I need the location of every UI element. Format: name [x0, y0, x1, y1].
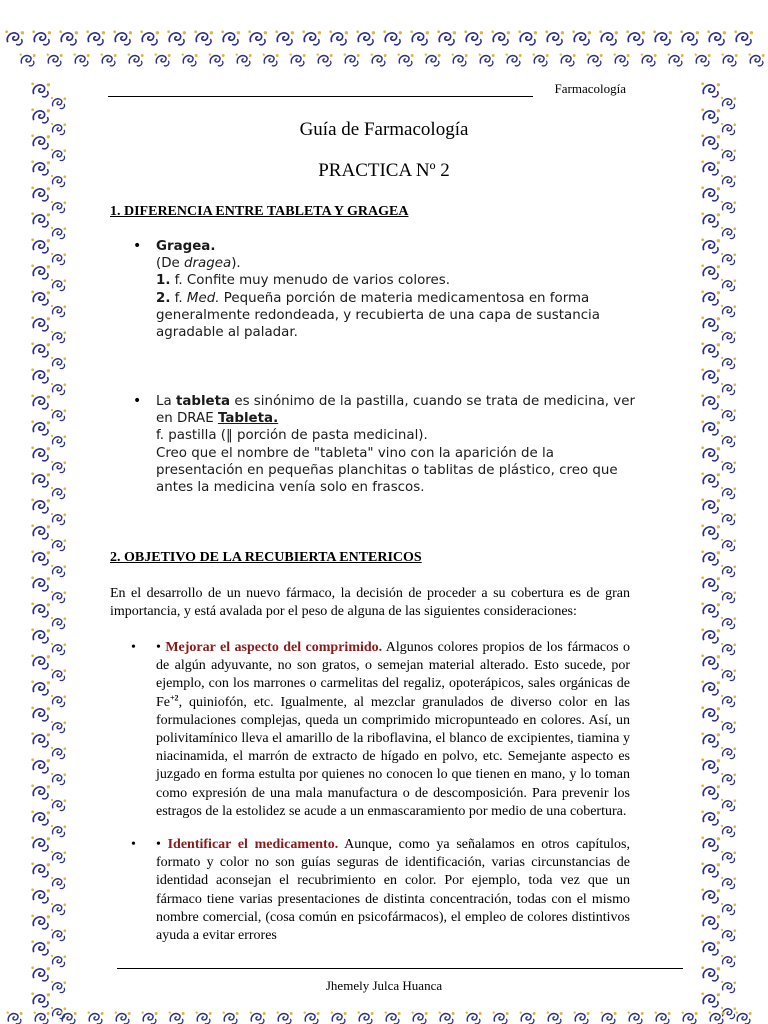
border-swirl-ornament — [641, 53, 657, 65]
border-swirl-ornament — [51, 877, 66, 889]
border-swirl-ornament — [439, 1011, 455, 1023]
border-swirl-ornament — [344, 53, 360, 65]
border-swirl-ornament — [721, 851, 736, 863]
border-swirl-ornament — [142, 1011, 158, 1023]
border-swirl-ornament — [721, 903, 736, 915]
border-swirl-ornament — [31, 290, 50, 305]
border-swirl-ornament — [701, 472, 720, 487]
border-swirl-ornament — [701, 82, 720, 97]
border-swirl-ornament — [331, 1011, 347, 1023]
border-swirl-ornament — [668, 53, 684, 65]
decorative-border-top — [0, 0, 768, 82]
border-swirl-ornament — [587, 53, 603, 65]
border-swirl-ornament — [31, 264, 50, 279]
border-swirl-ornament — [7, 1011, 23, 1023]
border-swirl-ornament — [574, 1011, 590, 1023]
border-swirl-ornament — [721, 331, 736, 343]
border-swirl-ornament — [721, 513, 736, 525]
border-swirl-ornament — [31, 628, 50, 643]
border-swirl-ornament — [31, 862, 50, 877]
border-swirl-ornament — [721, 409, 736, 421]
border-swirl-ornament — [356, 30, 375, 45]
border-swirl-ornament — [736, 1011, 752, 1023]
border-swirl-ornament — [721, 201, 736, 213]
border-swirl-ornament — [701, 732, 720, 747]
border-swirl-ornament — [491, 30, 510, 45]
border-swirl-ornament — [31, 836, 50, 851]
border-swirl-ornament — [31, 550, 50, 565]
header-rule — [108, 96, 533, 97]
border-swirl-ornament — [701, 654, 720, 669]
gragea-definition: Gragea. (De dragea). 1. f. Confite muy menudo de varios colores. 2. f. Med. Pequeña porción de materia medicamentosa en forma generalmente redondeada, y recubierta de una capa de sustancia agradable al paladar. — [156, 239, 600, 341]
border-swirl-ornament — [51, 149, 66, 161]
header-text: Farmacología — [554, 81, 626, 96]
border-swirl-ornament — [51, 487, 66, 499]
border-swirl-ornament — [31, 680, 50, 695]
border-swirl-ornament — [51, 227, 66, 239]
border-swirl-ornament — [721, 539, 736, 551]
border-swirl-ornament — [721, 565, 736, 577]
border-swirl-ornament — [701, 680, 720, 695]
border-swirl-ornament — [721, 227, 736, 239]
border-swirl-ornament — [34, 1011, 50, 1023]
bullet-marker: • — [133, 393, 142, 409]
border-swirl-ornament — [51, 409, 66, 421]
border-swirl-ornament — [721, 253, 736, 265]
border-swirl-ornament — [614, 53, 630, 65]
border-swirl-ornament — [329, 30, 348, 45]
border-swirl-ornament — [452, 53, 468, 65]
border-swirl-ornament — [721, 487, 736, 499]
border-swirl-ornament — [167, 30, 186, 45]
border-swirl-ornament — [31, 446, 50, 461]
border-swirl-ornament — [51, 435, 66, 447]
border-swirl-ornament — [701, 212, 720, 227]
objective-lead: Identificar el medicamento. — [167, 837, 339, 852]
drae-tableta-link[interactable]: Tableta. — [217, 411, 279, 427]
decorative-border-right — [688, 0, 768, 1024]
border-swirl-ornament — [701, 914, 720, 929]
border-swirl-ornament — [721, 877, 736, 889]
border-swirl-ornament — [140, 30, 159, 45]
border-swirl-ornament — [464, 30, 483, 45]
border-swirl-ornament — [721, 669, 736, 681]
border-swirl-ornament — [101, 53, 117, 65]
border-swirl-ornament — [51, 825, 66, 837]
border-swirl-ornament — [701, 810, 720, 825]
border-swirl-ornament — [701, 576, 720, 591]
border-swirl-ornament — [51, 721, 66, 733]
border-swirl-ornament — [51, 617, 66, 629]
border-swirl-ornament — [51, 305, 66, 317]
border-swirl-ornament — [653, 30, 672, 45]
border-swirl-ornament — [31, 420, 50, 435]
border-swirl-ornament — [290, 53, 306, 65]
border-swirl-ornament — [31, 472, 50, 487]
border-swirl-ornament — [61, 1011, 77, 1023]
border-swirl-ornament — [128, 53, 144, 65]
border-swirl-ornament — [51, 773, 66, 785]
decorative-border-left — [0, 0, 80, 1024]
border-swirl-ornament — [31, 576, 50, 591]
border-swirl-ornament — [86, 30, 105, 45]
border-swirl-ornament — [721, 357, 736, 369]
border-swirl-ornament — [317, 53, 333, 65]
section1-heading: 1. DIFERENCIA ENTRE TABLETA Y GRAGEA — [110, 204, 409, 219]
border-swirl-ornament — [115, 1011, 131, 1023]
border-swirl-ornament — [31, 940, 50, 955]
border-swirl-ornament — [721, 825, 736, 837]
border-swirl-ornament — [31, 914, 50, 929]
border-swirl-ornament — [277, 1011, 293, 1023]
border-swirl-ornament — [31, 732, 50, 747]
border-swirl-ornament — [721, 591, 736, 603]
document-title: Guía de Farmacología — [299, 119, 469, 140]
border-swirl-ornament — [31, 316, 50, 331]
border-swirl-ornament — [196, 1011, 212, 1023]
border-swirl-ornament — [425, 53, 441, 65]
border-swirl-ornament — [682, 1011, 698, 1023]
border-swirl-ornament — [221, 30, 240, 45]
border-swirl-ornament — [709, 1011, 725, 1023]
section2-heading: 2. OBJETIVO DE LA RECUBIERTA ENTERICOS — [110, 550, 422, 565]
border-swirl-ornament — [51, 539, 66, 551]
border-swirl-ornament — [236, 53, 252, 65]
border-swirl-ornament — [383, 30, 402, 45]
border-swirl-ornament — [721, 279, 736, 291]
border-swirl-ornament — [721, 955, 736, 967]
border-swirl-ornament — [479, 53, 495, 65]
border-swirl-ornament — [701, 368, 720, 383]
border-swirl-ornament — [721, 97, 736, 109]
border-swirl-ornament — [31, 368, 50, 383]
tableta-definition: La tableta es sinónimo de la pastilla, cuando se trata de medicina, ver en DRAE Tableta. f. pastilla (‖ porción de pasta medicinal). Creo que el nombre de "tableta" vino con la aparición de la presentación en pequeñas planchitas o tablitas de plástico, creo que antes la medicina venía solo en frascos. — [156, 394, 635, 496]
border-swirl-ornament — [493, 1011, 509, 1023]
border-swirl-ornament — [182, 53, 198, 65]
bullet-marker: • — [131, 837, 136, 852]
border-swirl-ornament — [51, 201, 66, 213]
border-swirl-ornament — [51, 279, 66, 291]
gragea-term: Gragea. — [156, 239, 216, 254]
border-swirl-ornament — [701, 290, 720, 305]
border-swirl-ornament — [51, 747, 66, 759]
border-swirl-ornament — [560, 53, 576, 65]
border-swirl-ornament — [547, 1011, 563, 1023]
border-swirl-ornament — [263, 53, 279, 65]
border-swirl-ornament — [701, 316, 720, 331]
border-swirl-ornament — [701, 758, 720, 773]
document-subtitle: PRACTICA Nº 2 — [318, 160, 450, 181]
border-swirl-ornament — [51, 565, 66, 577]
border-swirl-ornament — [31, 810, 50, 825]
border-swirl-ornament — [51, 357, 66, 369]
border-swirl-ornament — [248, 30, 267, 45]
border-swirl-ornament — [113, 30, 132, 45]
border-swirl-ornament — [51, 929, 66, 941]
border-swirl-ornament — [51, 461, 66, 473]
border-swirl-ornament — [701, 238, 720, 253]
border-swirl-ornament — [51, 383, 66, 395]
border-swirl-ornament — [31, 238, 50, 253]
border-swirl-ornament — [599, 30, 618, 45]
border-swirl-ornament — [721, 929, 736, 941]
border-swirl-ornament — [721, 461, 736, 473]
border-swirl-ornament — [701, 862, 720, 877]
border-swirl-ornament — [51, 799, 66, 811]
border-swirl-ornament — [31, 524, 50, 539]
border-swirl-ornament — [31, 758, 50, 773]
border-swirl-ornament — [51, 669, 66, 681]
border-swirl-ornament — [31, 186, 50, 201]
border-swirl-ornament — [304, 1011, 320, 1023]
border-swirl-ornament — [701, 394, 720, 409]
border-swirl-ornament — [601, 1011, 617, 1023]
border-swirl-ornament — [721, 721, 736, 733]
border-swirl-ornament — [518, 30, 537, 45]
border-swirl-ornament — [437, 30, 456, 45]
border-swirl-ornament — [721, 617, 736, 629]
border-swirl-ornament — [88, 1011, 104, 1023]
objective-item-appearance: • Mejorar el aspecto del comprimido. Algunos colores propios de los fármacos o de algún adyuvante, no son gratos, o semejan material alterado. Esto sucede, por ejemplo, con los marrones o carmelitas del regaliz, opoterápicos, sales orgánicas de $Fe^{+2}$, quiniofón, etc. Igualmente, al mezclar granulados de diverso color en las formulaciones complejas, queda un comprimido micropunteado en colores. Así, un polivitamínico lleva el amarillo de la riboflavina, el blanco de excipientes, tiamina y niacinamida, el marrón de extracto de hígado en polvo, etc. Semejante aspecto es juzgado en forma estulta por quienes no conocen lo que tienen en mano, y lo toman como expresión de una mala manufactura o de descomposición. Para prevenir los estragos de la estolidez se acude a un enmascaramiento por medio de una cobertura. — [156, 640, 631, 819]
border-swirl-ornament — [701, 524, 720, 539]
border-swirl-ornament — [358, 1011, 374, 1023]
border-swirl-ornament — [31, 654, 50, 669]
border-swirl-ornament — [31, 498, 50, 513]
border-swirl-ornament — [701, 264, 720, 279]
objective-lead: Mejorar el aspecto del comprimido. — [165, 640, 383, 655]
border-swirl-ornament — [31, 602, 50, 617]
border-swirl-ornament — [209, 53, 225, 65]
border-swirl-ornament — [412, 1011, 428, 1023]
border-swirl-ornament — [701, 888, 720, 903]
border-swirl-ornament — [31, 706, 50, 721]
border-swirl-ornament — [31, 888, 50, 903]
border-swirl-ornament — [51, 97, 66, 109]
border-swirl-ornament — [169, 1011, 185, 1023]
border-swirl-ornament — [466, 1011, 482, 1023]
border-swirl-ornament — [701, 706, 720, 721]
border-swirl-ornament — [701, 550, 720, 565]
border-swirl-ornament — [398, 53, 414, 65]
border-swirl-ornament — [721, 695, 736, 707]
border-swirl-ornament — [533, 53, 549, 65]
border-swirl-ornament — [51, 851, 66, 863]
border-swirl-ornament — [628, 1011, 644, 1023]
border-swirl-ornament — [701, 446, 720, 461]
border-swirl-ornament — [545, 30, 564, 45]
border-swirl-ornament — [721, 643, 736, 655]
objective-item-identify: • Identificar el medicamento. Aunque, como ya señalamos en otros capítulos, formato y color no son guías seguras de identificación, varias circunstancias de identidad aconsejan el recubrimiento en color. Por ejemplo, toda vez que un fármaco tiene varias presentaciones de distinta concentración, todas con el mismo nombre comercial, (cosa común en psicofármacos), el empleo de colores distintivos ayuda a evitar errores — [156, 837, 630, 944]
border-swirl-ornament — [655, 1011, 671, 1023]
border-swirl-ornament — [51, 331, 66, 343]
border-swirl-ornament — [701, 342, 720, 357]
border-swirl-ornament — [31, 394, 50, 409]
border-swirl-ornament — [51, 643, 66, 655]
border-swirl-ornament — [701, 186, 720, 201]
border-swirl-ornament — [31, 82, 50, 97]
bullet-marker: • — [133, 238, 142, 254]
border-swirl-ornament — [572, 30, 591, 45]
section2-intro: En el desarrollo de un nuevo fármaco, la decisión de proceder a su cobertura es de gran importancia, y está avalada por el peso de alguna de las siguientes consideraciones: — [110, 586, 630, 620]
border-swirl-ornament — [51, 253, 66, 265]
border-swirl-ornament — [51, 955, 66, 967]
border-swirl-ornament — [194, 30, 213, 45]
border-swirl-ornament — [302, 30, 321, 45]
border-swirl-ornament — [31, 784, 50, 799]
border-swirl-ornament — [701, 602, 720, 617]
border-swirl-ornament — [506, 53, 522, 65]
border-swirl-ornament — [701, 420, 720, 435]
border-swirl-ornament — [721, 799, 736, 811]
border-swirl-ornament — [155, 53, 171, 65]
border-swirl-ornament — [626, 30, 645, 45]
border-swirl-ornament — [385, 1011, 401, 1023]
page-header — [108, 81, 626, 99]
border-swirl-ornament — [31, 212, 50, 227]
border-swirl-ornament — [701, 784, 720, 799]
border-swirl-ornament — [721, 747, 736, 759]
decorative-border-bottom — [0, 1004, 768, 1024]
border-swirl-ornament — [721, 773, 736, 785]
border-swirl-ornament — [275, 30, 294, 45]
border-swirl-ornament — [701, 628, 720, 643]
border-swirl-ornament — [51, 695, 66, 707]
footer-rule — [117, 968, 683, 969]
bullet-marker: • — [131, 640, 136, 655]
border-swirl-ornament — [31, 342, 50, 357]
border-swirl-ornament — [721, 305, 736, 317]
border-swirl-ornament — [520, 1011, 536, 1023]
footer-author: Jhemely Julca Huanca — [325, 978, 443, 993]
border-swirl-ornament — [410, 30, 429, 45]
border-swirl-ornament — [51, 591, 66, 603]
border-swirl-ornament — [721, 149, 736, 161]
border-swirl-ornament — [51, 903, 66, 915]
border-swirl-ornament — [701, 836, 720, 851]
border-swirl-ornament — [250, 1011, 266, 1023]
border-swirl-ornament — [721, 435, 736, 447]
border-swirl-ornament — [701, 498, 720, 513]
border-swirl-ornament — [371, 53, 387, 65]
border-swirl-ornament — [701, 940, 720, 955]
border-swirl-ornament — [223, 1011, 239, 1023]
border-swirl-ornament — [51, 513, 66, 525]
border-swirl-ornament — [721, 383, 736, 395]
